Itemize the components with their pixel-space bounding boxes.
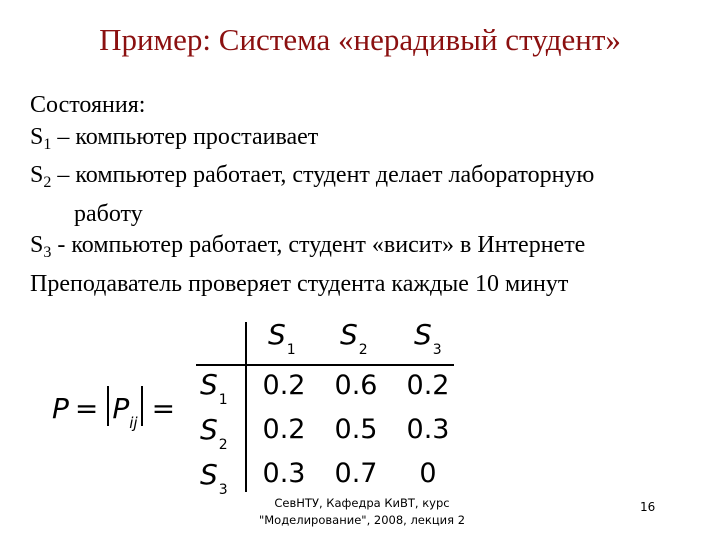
matrix-cell: 0.2 [262,370,306,401]
page-number: 16 [640,500,656,514]
row-label-1: $S_1$ [200,368,228,408]
states-heading: Состояния: [30,92,146,118]
row-label-2: $S_2$ [200,413,228,453]
matrix-cell: 0.2 [262,414,306,445]
column-header-1: $S_1$ [268,318,296,358]
matrix-vertical-rule [245,322,247,492]
transition-matrix [196,318,456,496]
state-2-symbol: S [30,162,44,188]
matrix-cell: 0.3 [406,414,450,445]
formula-element-subscript: ij [129,414,138,432]
state-1-subscript: 1 [43,135,52,153]
state-3-symbol: S [30,232,44,258]
matrix-horizontal-rule [196,364,454,366]
state-2-description: – компьютер работает, студент делает лабораторную [51,162,595,188]
teacher-note: Преподаватель проверяет студента каждые 10 минут [30,270,569,297]
state-3-subscript: 3 [43,244,52,261]
state-3-line [30,230,710,269]
footer-line-2: "Моделирование", 2008, лекция 2 [258,513,466,527]
formula-p-symbol: P [52,392,69,425]
slide-title: Пример: Система «нерадивый студент» [99,22,621,57]
matrix-formula [52,386,181,430]
column-header-2: $S_2$ [340,318,368,358]
matrix-cell: 0.7 [334,458,378,489]
row-label-3: $S_3$ [200,458,228,498]
slide-footer [232,495,492,529]
slide-body [30,90,710,300]
state-1-symbol: S [30,123,44,150]
formula-equals-1: = [74,392,99,425]
state-2-subscript: 2 [43,174,52,191]
formula-element-symbol: P [112,392,130,425]
matrix-cell: 0.2 [406,370,450,401]
matrix-cell: 0.3 [262,458,306,489]
formula-left-bar [107,386,109,426]
footer-line-1: СевНТУ, Кафедра КиВТ, курс [274,496,450,510]
formula-equals-2: = [151,392,176,425]
state-2-continuation: работу [74,200,143,227]
state-1-line [30,122,710,161]
matrix-cell: 0.5 [334,414,378,445]
state-3-description: - компьютер работает, студент «висит» в Интернете [51,232,586,258]
state-2-line [30,160,710,199]
matrix-cell: 0.6 [334,370,378,401]
formula-right-bar [141,386,143,426]
state-1-description: – компьютер простаивает [51,123,319,150]
column-header-3: $S_3$ [414,318,442,358]
matrix-cell: 0 [419,458,437,489]
